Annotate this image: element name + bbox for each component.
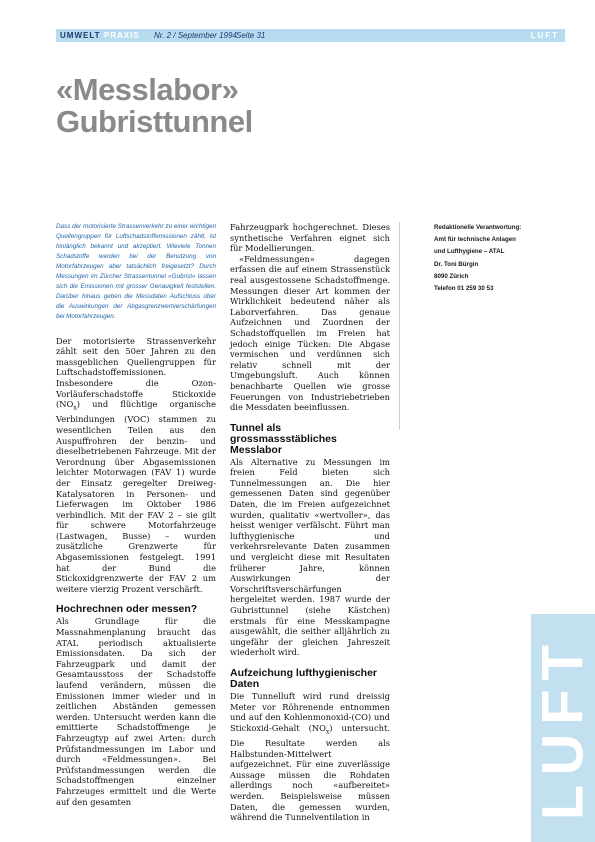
lead-paragraph: Dass der motorisierte Strassenverkehr zu einer wichtigen Quellengruppen für Luftschadstoffemissionen zählt, ist hinlänglich bekannt und akzeptiert. Wieviele Tonnen Schadstoffe werden bei der Benutzung von Motorfahrzeugen aber tatsächlich freigesetzt? Durch Messungen im Zürcher Strassentunnel «Gubrist» lassen sich die Emissionen mit grosser Genauigkeit feststellen. Darüber hinaus geben die Messdaten Aufschluss über die Auswirkungen der Abgasgrenzwertverschärfungen bei Motorfahrzeugen. [56,223,216,320]
page-number: Seite 31 [236,31,266,40]
credits-line: Amt für technische Anlagen [434,236,516,244]
credits-line: Dr. Toni Bürgin [434,260,479,268]
text-column-2 [230,222,390,823]
brand-umwelt: UMWELT [60,31,101,40]
editorial-credits [434,222,565,295]
title-line-1: «Messlabor» [56,72,239,107]
side-section-label: LUFT [530,635,595,821]
credits-line: Telefon 01 259 30 53 [434,285,494,293]
header-bar [56,29,565,42]
text-column-1 [56,222,216,807]
body-paragraph: Als Grundlage für die Massnahmenplanung braucht das ATAL periodisch aktualisierte Emissionsdaten. Da sich der Fahrzeugpark und damit der Gesamtausstoss der Schadstoffe laufend verändern, müssen die Emissionen immer wieder und in zeitlichen Abständen gemessen werden. Untersucht werden kann die emittierte Schadstoffmenge je Fahrzeugtyp auf zwei Arten: durch Prüfstandmessungen im Labor und durch «Feldmessungen». Bei Prüfstandmessungen werden die Schadstoffmengen einzelner Fahrzeuges ermittelt und die Werte auf den gesamten [56,616,216,807]
issue-number: Nr. 2 / September 1994 [154,31,237,40]
page-title [56,74,253,138]
subheading: Tunnel als grossmassstäbliches Messlabor [230,421,337,456]
brand-praxis: PRAXIS [104,31,140,40]
body-paragraph: Fahrzeugpark hochgerechnet. Dieses synthetische Verfahren eignet sich für Modellierungen. [230,222,390,254]
body-paragraph: Als Alternative zu Messungen im freien Feld bieten sich Tunnelmessungen an. Die hier gemessenen Daten sind gegenüber Daten, die im Freien aufgezeichnet wurden, qualitativ «wertvoller», das heisst weniger verfälscht. Führt man lufthygienische und verkehrsrelevante Daten zusammen und vergleicht diese mit Resultaten früherer Jahre, können Auswirkungen der Vorschriftsverschärfungen hergeleitet werden. 1987 wurde der Gubristtunnel (siehe Kästchen) erstmals für eine Messkampagne ausgewählt, die seither alljährlich zu ungefähr der gleichen Jahreszeit wiederholt wird. [230,456,390,658]
credits-line: 8090 Zürich [434,272,469,280]
title-line-2: Gubristtunnel [56,104,253,139]
credits-line: Redaktionelle Verantwortung: [434,224,522,231]
body-paragraph: «Feldmessungen» dagegen erfassen die auf einem Strassenstück real ausgestossene Schadstoffmenge. Messungen dieser Art kommen der Wirklichkeit bedeutend näher als Laborverfahren. Das genaue Aufzeichnen und Zuordnen der Schadstoffquellen im Freien hat jedoch einige Tücken: Die Abgase vermischen und verdünnen sich relativ schnell mit der Umgebungsluft. Auch können benachbarte Quellen wie grosse Feuerungen von Industriebetrieben die Messdaten beeinflussen. [230,253,390,413]
subheading: Aufzeichung lufthygienischer Daten [230,666,378,690]
body-paragraph: Der motorisierte Strassenverkehr zählt seit den 50er Jahren zu den massgeblichen Quellengruppen für Luftschadstoffemissionen. Insbesondere die Ozon-Vorläuferschadstoffe Stickoxide $(NO_x)$ und flüchtige organische Verbindungen (VOC) stammen zu wesentlichen Teilen aus den Auspuffrohren der benzin- und dieselbetriebenen Fahrzeuge. Mit der Verordnung über Abgasemissionen leichter Motorwagen (FAV 1) wurde der Einsatz geregelter Dreiweg-Katalysatoren in Personen- und Lieferwagen im Oktober 1986 verbindlich. Mit der FAV 2 – sie gilt für schwere Motorfahrzeuge (Lastwagen, Busse) – wurden zusätzliche Grenzwerte für Abgasemissionen festgelegt. 1991 hat der Bund die Stickoxidgrenzwerte der FAV 2 um weitere vierzig Prozent verschärft. [56,335,216,594]
body-paragraph: Die Tunnelluft wird rund dreissig Meter vor Röhrenende entnommen und auf den Kohlenmonoxid-(CO) und Stickoxid-Gehalt $(NO_x)$ untersucht. Die Resultate werden als Halbstunden-Mittelwert aufgezeichnet. Für eine zuverlässige Aussage müssen die Rohdaten allerdings noch «aufbereitet» werden. Beispielsweise müssen Daten, die gemessen wurden, während die Tunnelventilation in [230,690,390,823]
credits-line: und Lufthygiene – ATAL [434,248,505,256]
section-label: LUFT [530,31,559,40]
subheading: Hochrechnen oder messen? [56,603,198,616]
column-divider [399,222,400,430]
